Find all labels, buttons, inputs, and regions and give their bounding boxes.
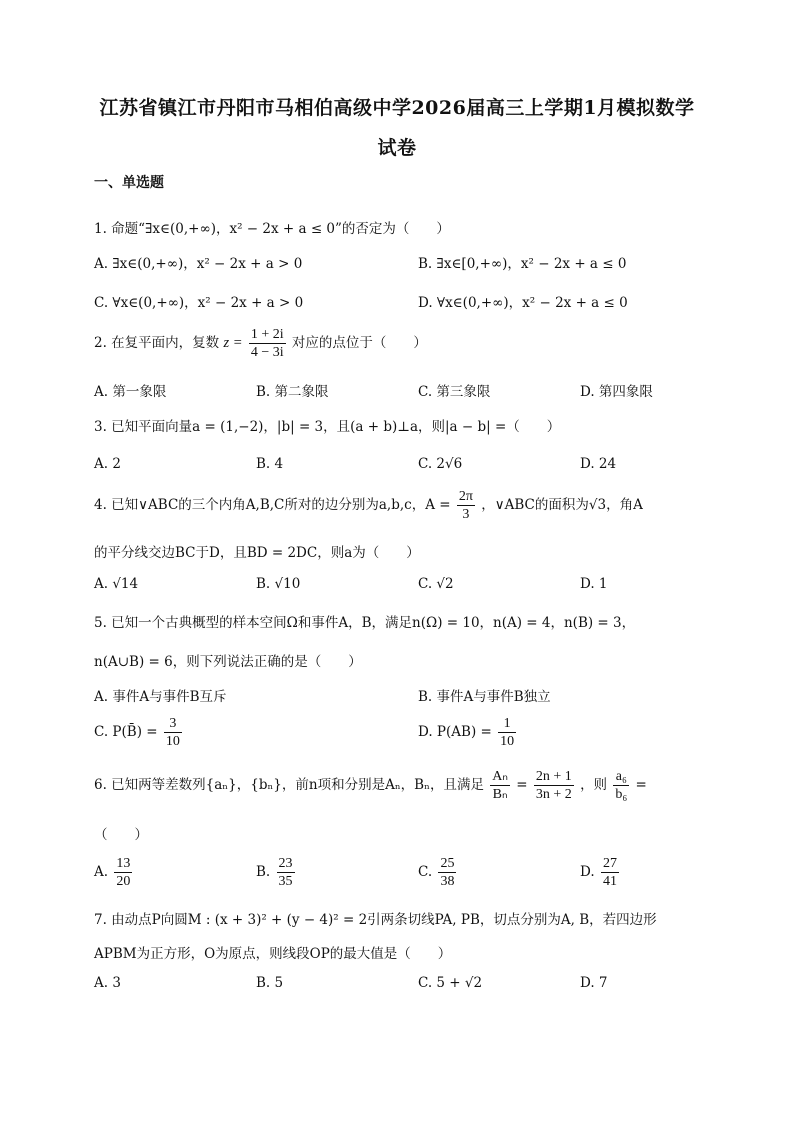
q6-option-b [256,855,297,890]
q3-stem: 3. 已知平面向量a = (1,−2)，|b| = 3，且(a + b)⊥a，则|a − b| =（ ） [94,419,561,435]
q3-option-d: D. 24 [580,456,617,472]
q3-option-a: A. 2 [94,456,121,472]
q3-option-c: C. 2√6 [418,456,463,472]
q2-option-b: B. 第二象限 [256,384,329,400]
q2-stem-post: 对应的点位于（ ） [291,335,427,351]
q6-option-c-label: C. [418,864,433,880]
q6-ratio-expr-num: 2n + 1 [535,769,572,784]
q6-option-c-denominator: 38 [440,874,455,889]
q6-stem-pre: 6. 已知两等差数列{aₙ}，{bₙ}，前n项和分别是Aₙ，Bₙ，且满足 [94,777,484,793]
q5-option-c-denominator: 10 [165,734,180,749]
q6-option-b-numerator: 23 [278,856,293,871]
q7-option-b: B. 5 [256,975,284,991]
q6-ratio-terms-den: b₆ [615,787,628,802]
q6-ratio-sums-den: Bₙ [492,787,508,802]
q4-stem-line2: 的平分线交边BC于D，且BD = 2DC，则a为（ ） [94,545,420,561]
q5-option-d-numerator: 1 [498,715,516,733]
q7-stem-line1: 7. 由动点P向圆M : (x + 3)² + (y − 4)² = 2引两条切线PA, PB，切点分别为A, B，若四边形 [94,912,657,928]
q5-option-a: A. 事件A与事件B互斥 [94,689,227,705]
q6-option-b-fraction [277,855,295,890]
q6-stem-line2: （ ） [94,827,148,843]
q7-option-d: D. 7 [580,975,608,991]
q6-option-a-denominator: 20 [116,874,131,889]
q5-option-b: B. 事件A与事件B独立 [418,689,551,705]
q2-option-a: A. 第一象限 [94,384,167,400]
q5-option-c-pre: C. P(B̄) = [94,724,158,740]
q4-option-c: C. √2 [418,576,454,592]
q6-ratio-sums-num: Aₙ [492,769,508,784]
q6-option-a-fraction [114,855,132,890]
q4-fraction-denominator: 3 [462,507,470,522]
q5-option-d-fraction [498,715,516,750]
q6-ratio-sums [490,768,510,803]
q6-ratio-terms [613,768,629,803]
q6-option-a-label: A. [94,864,109,880]
q2-option-c: C. 第三象限 [418,384,491,400]
q6-option-d-label: D. [580,864,595,880]
q6-stem-mid: ，则 [580,777,608,793]
q3-option-b: B. 4 [256,456,284,472]
q5-option-c [94,715,184,750]
q7-option-a: A. 3 [94,975,121,991]
q4-fraction-numerator: 2π [458,489,473,504]
exam-title-line2: 试卷 [377,137,417,159]
q6-option-d-numerator: 27 [602,856,617,871]
q5-stem-line1: 5. 已知一个古典概型的样本空间Ω和事件A，B，满足n(Ω) = 10，n(A) = 4，n(B) = 3， [94,615,636,631]
exam-title-line1: 江苏省镇江市丹阳市马相伯高级中学2026届高三上学期1月模拟数学 [99,97,695,119]
q6-option-d-fraction [601,855,619,890]
q6-ratio-expr-den: 3n + 2 [535,787,572,802]
q6-option-b-denominator: 35 [278,874,293,889]
q4-option-a: A. √14 [94,576,139,592]
q6-option-a-numerator: 13 [116,856,131,871]
q5-option-c-fraction [164,715,182,750]
q5-option-d [418,715,518,750]
q6-option-a [94,855,134,890]
section-heading-single-choice: 一、单选题 [94,175,164,191]
q1-option-d: D. ∀x∈(0,+∞)，x² − 2x + a ≤ 0 [418,295,628,311]
q6-ratio-terms-num: a₆ [613,768,629,786]
q4-stem-pre: 4. 已知∨ABC的三个内角A,B,C所对的边分别为a,b,c，A = [94,497,451,513]
q2-fraction-denominator: 4 − 3i [250,345,284,360]
q6-ratio-expr [534,768,574,803]
q5-option-d-pre: D. P(AB) = [418,724,492,740]
q2-option-d: D. 第四象限 [580,384,653,400]
q2-z-label: z = [223,335,243,351]
q6-stem-line1 [94,768,647,803]
q6-stem-end: = [635,777,647,793]
q6-option-c [418,855,458,890]
q1-option-a: A. ∃x∈(0,+∞)，x² − 2x + a > 0 [94,256,303,272]
q6-option-c-fraction [438,855,456,890]
q1-stem: 1. 命题“∃x∈(0,+∞)，x² − 2x + a ≤ 0”的否定为（ ） [94,221,450,237]
q4-stem-line1 [94,488,643,523]
q4-option-b: B. √10 [256,576,301,592]
q2-stem [94,326,427,361]
q1-option-b: B. ∃x∈[0,+∞)，x² − 2x + a ≤ 0 [418,256,627,272]
q7-option-c: C. 5 + √2 [418,975,483,991]
q4-option-d: D. 1 [580,576,608,592]
q6-equals: = [516,777,528,793]
q2-fraction-numerator: 1 + 2i [250,327,284,342]
q6-option-d [580,855,621,890]
q2-stem-pre: 2. 在复平面内，复数 [94,335,220,351]
q5-option-c-numerator: 3 [164,715,182,733]
q5-stem-line2: n(A∪B) = 6，则下列说法正确的是（ ） [94,654,362,670]
q6-option-d-denominator: 41 [602,874,617,889]
q6-option-b-label: B. [256,864,271,880]
q2-fraction [249,326,286,361]
q7-stem-line2: APBM为正方形，O为原点，则线段OP的最大值是（ ） [94,946,452,962]
q1-option-c: C. ∀x∈(0,+∞)，x² − 2x + a > 0 [94,295,304,311]
q4-stem-post: ，∨ABC的面积为√3，角A [481,497,643,513]
q4-angle-fraction [457,488,475,523]
q6-option-c-numerator: 25 [440,856,455,871]
q5-option-d-denominator: 10 [500,734,515,749]
